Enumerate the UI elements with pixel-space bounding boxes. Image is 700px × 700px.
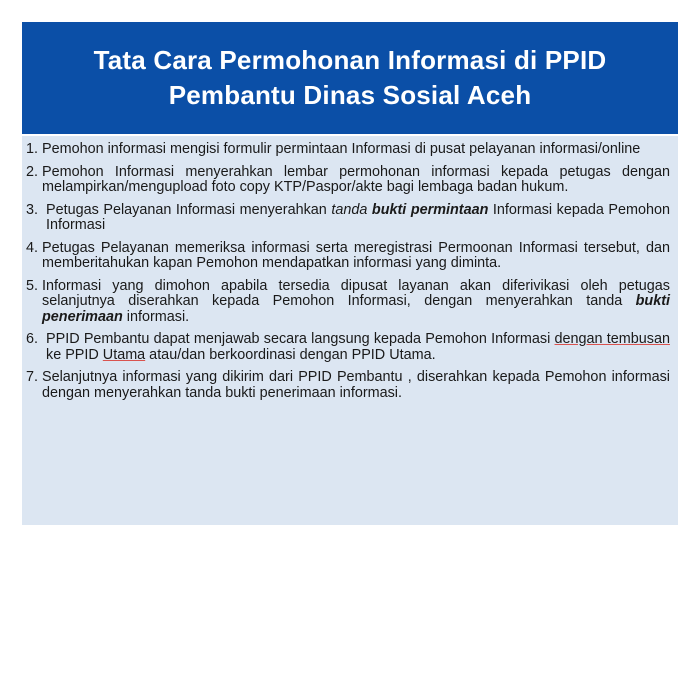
step-text-part: Petugas Pelayanan Informasi menyerahkan: [46, 201, 332, 218]
steps-list: [26, 142, 670, 408]
step-text-underlined: Utama: [102, 346, 146, 363]
step-text-part: Informasi yang dimohon apabila tersedia dipusat layanan akan diferivikasi oleh petugas selanjutnya diserahkan kepada Pemohon Informasi, dengan menyerahkan tanda: [42, 277, 670, 309]
step-text-part: Informasi kepada Pemohon Informasi: [46, 201, 670, 233]
step-text-italic: tanda: [331, 201, 372, 218]
step-text-part: PPID Pembantu dapat menjawab secara langsung kepada Pemohon Informasi: [46, 331, 555, 347]
step-text-bold-italic: bukti penerimaan: [42, 293, 670, 325]
step-item-3: [26, 203, 670, 234]
step-text: [46, 203, 670, 234]
step-number: 3.: [26, 201, 46, 218]
step-number: 6.: [26, 331, 46, 347]
step-text: Pemohon informasi mengisi formulir permintaan Informasi di pusat pelayanan informasi/online: [42, 141, 641, 157]
step-item-1: [26, 142, 670, 158]
step-item-6: [26, 332, 670, 363]
step-item-5: [26, 279, 670, 326]
step-item-4: [26, 241, 670, 272]
step-text-bold-italic: bukti permintaan: [371, 201, 489, 218]
page-title-line-2: Pembantu Dinas Sosial Aceh: [168, 80, 532, 110]
step-item-7: [26, 370, 670, 401]
page-title-line-1: Tata Cara Permohonan Informasi di PPID: [93, 45, 607, 75]
step-number: 4.: [26, 239, 42, 256]
step-number: 7.: [26, 369, 42, 385]
step-number: 5.: [26, 277, 42, 294]
page-header: [22, 22, 678, 134]
step-number: 1.: [26, 141, 42, 157]
step-text: Petugas Pelayanan memeriksa informasi serta meregistrasi Permoonan Informasi tersebut, dan memberitahukan kapan Pemohon mendapatkan informasi yang diminta.: [42, 239, 670, 271]
step-text: Selanjutnya informasi yang dikirim dari PPID Pembantu , diserahkan kepada Pemohon informasi dengan menyerahkan tanda bukti penerimaan informasi.: [42, 369, 670, 401]
step-number: 2.: [26, 163, 42, 180]
step-text-part: ke PPID: [46, 346, 103, 363]
step-text: [42, 279, 670, 326]
step-text-part: informasi.: [122, 308, 190, 325]
step-text: Pemohon Informasi menyerahkan lembar permohonan informasi kepada petugas dengan melampirkan/mengupload foto copy KTP/Paspor/akte bagi lembaga badan hukum.: [42, 163, 670, 195]
step-item-2: [26, 165, 670, 196]
step-text-part: atau/dan berkoordinasi dengan PPID Utama.: [145, 346, 436, 363]
step-text-underlined: dengan tembusan: [554, 331, 670, 347]
step-text: [46, 332, 670, 363]
